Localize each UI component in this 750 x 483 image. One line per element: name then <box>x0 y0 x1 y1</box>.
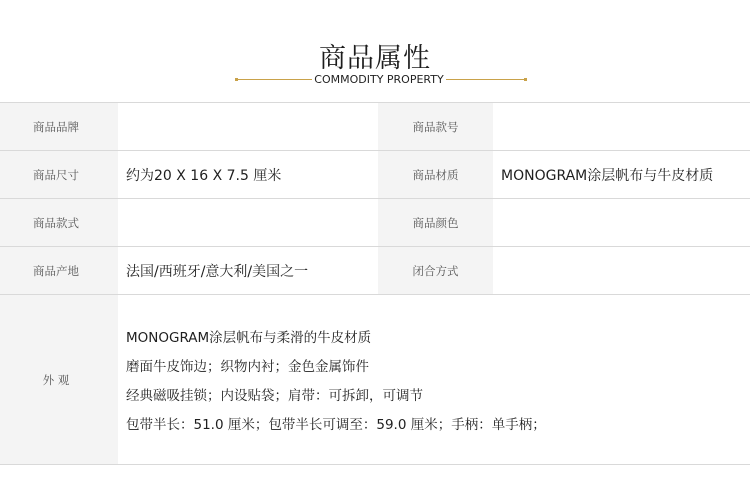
brand-value <box>118 103 378 150</box>
section-subtitle: COMMODITY PROPERTY <box>314 73 444 86</box>
material-label: 商品材质 <box>378 151 493 198</box>
color-label: 商品颜色 <box>378 199 493 246</box>
table-row-appearance <box>0 295 750 465</box>
decorative-line-left <box>236 79 312 80</box>
section-title: 商品属性 <box>319 43 431 74</box>
subtitle-row <box>0 73 750 87</box>
size-value: 约为20 X 16 X 7.5 厘米 <box>118 151 378 198</box>
description-line: MONOGRAM涂层帆布与柔滑的牛皮材质 <box>126 329 372 346</box>
description-line: 磨面牛皮饰边；织物内衬；金色金属饰件 <box>126 358 369 375</box>
appearance-label: 外 观 <box>0 295 118 464</box>
decorative-line-right <box>446 79 526 80</box>
style-number-value <box>493 103 750 150</box>
style-number-label: 商品款号 <box>378 103 493 150</box>
material-value: MONOGRAM涂层帆布与牛皮材质 <box>493 151 750 198</box>
style-label: 商品款式 <box>0 199 118 246</box>
table-row <box>0 247 750 295</box>
origin-value: 法国/西班牙/意大利/美国之一 <box>118 247 378 294</box>
color-value <box>493 199 750 246</box>
table-row <box>0 199 750 247</box>
table-row <box>0 151 750 199</box>
brand-label: 商品品牌 <box>0 103 118 150</box>
appearance-description <box>118 295 750 464</box>
description-line: 包带半长：51.0 厘米；包带半长可调至：59.0 厘米；手柄：单手柄； <box>126 416 546 433</box>
property-table <box>0 102 750 465</box>
section-header <box>0 0 750 100</box>
style-value <box>118 199 378 246</box>
closure-label: 闭合方式 <box>378 247 493 294</box>
table-row <box>0 103 750 151</box>
origin-label: 商品产地 <box>0 247 118 294</box>
size-label: 商品尺寸 <box>0 151 118 198</box>
closure-value <box>493 247 750 294</box>
description-line: 经典磁吸挂锁；内设贴袋；肩带：可拆卸，可调节 <box>126 387 423 404</box>
